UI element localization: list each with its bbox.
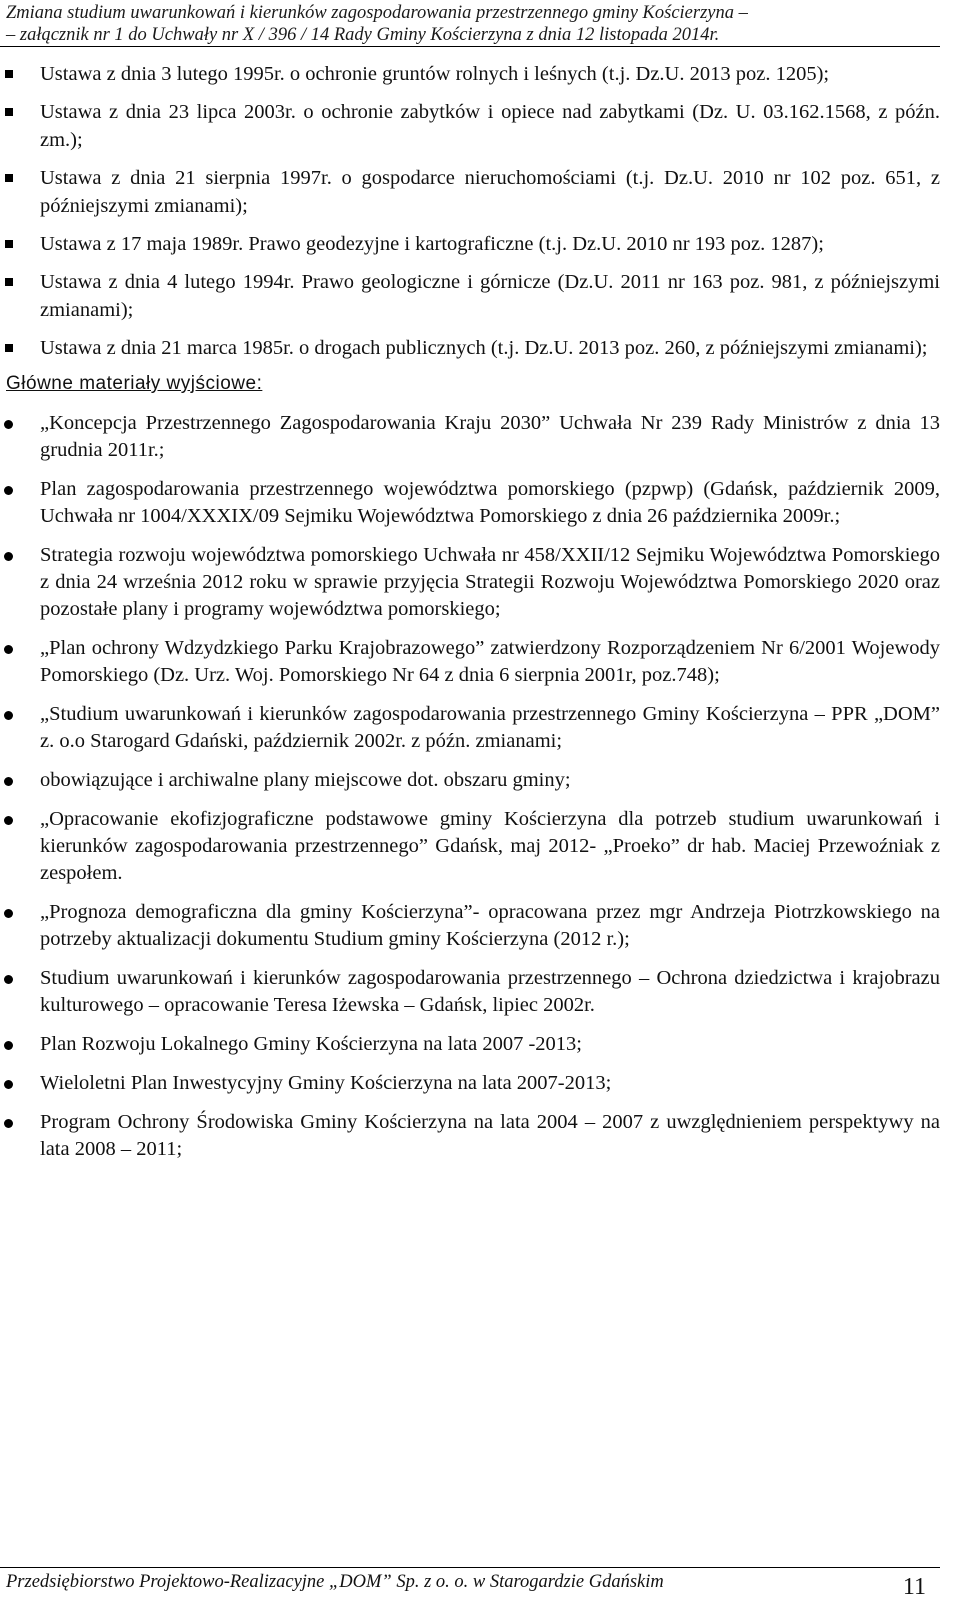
list-item xyxy=(0,60,940,88)
list-item-text: obowiązujące i archiwalne plany miejscowe dot. obszaru gminy; xyxy=(40,769,571,791)
round-bullet-icon xyxy=(4,486,13,495)
list-item-text: Wieloletni Plan Inwestycyjny Gminy Kościerzyna na lata 2007-2013; xyxy=(40,1072,612,1094)
list-item xyxy=(0,701,940,755)
list-item xyxy=(0,767,940,794)
square-bullet-icon xyxy=(5,108,13,116)
list-item-text: Ustawa z dnia 3 lutego 1995r. o ochronie gruntów rolnych i leśnych (t.j. Dz.U. 2013 poz. 1205); xyxy=(40,63,830,85)
list-item-text: „Plan ochrony Wdzydzkiego Parku Krajobrazowego” zatwierdzony Rozporządzeniem Nr 6/2001 Wojewody Pomorskiego (Dz. Urz. Woj. Pomorskiego Nr 64 z dnia 6 sierpnia 2001r, poz.748); xyxy=(40,637,940,686)
list-item xyxy=(0,899,940,953)
list-item-text: Strategia rozwoju województwa pomorskiego Uchwała nr 458/XXII/12 Sejmiku Województwa Pomorskiego z dnia 24 września 2012 roku w sprawie przyjęcia Strategii Rozwoju Województwa Pomorskiego 2020 oraz pozostałe plany i programy województwa pomorskiego; xyxy=(40,544,940,620)
round-bullet-icon xyxy=(4,1119,13,1128)
square-bullet-icon xyxy=(5,174,13,182)
document-body xyxy=(0,60,940,1175)
list-item-text: Plan zagospodarowania przestrzennego województwa pomorskiego (pzpwp) (Gdańsk, październik 2009, Uchwała nr 1004/XXXIX/09 Sejmiku Województwa Pomorskiego z dnia 26 października 2009r.; xyxy=(40,478,940,527)
list-item-text: Plan Rozwoju Lokalnego Gminy Kościerzyna na lata 2007 -2013; xyxy=(40,1033,582,1055)
square-bullet-icon xyxy=(5,344,13,352)
round-bullet-icon xyxy=(4,975,13,984)
list-item xyxy=(0,806,940,887)
header-line-1: Zmiana studium uwarunkowań i kierunków zagospodarowania przestrzennego gminy Kościerzyna – xyxy=(6,3,748,23)
page-number: 11 xyxy=(902,1574,926,1600)
list-item xyxy=(0,1109,940,1163)
list-item xyxy=(0,230,940,258)
footer-divider xyxy=(0,1567,940,1568)
list-item xyxy=(0,635,940,689)
list-item-text: Ustawa z 17 maja 1989r. Prawo geodezyjne i kartograficzne (t.j. Dz.U. 2010 nr 193 poz. 1287); xyxy=(40,233,824,255)
list-item-text: „Koncepcja Przestrzennego Zagospodarowania Kraju 2030” Uchwała Nr 239 Rady Ministrów z dnia 13 grudnia 2011r.; xyxy=(40,412,940,461)
round-bullet-icon xyxy=(4,711,13,720)
list-item xyxy=(0,410,940,464)
list-item-text: „Studium uwarunkowań i kierunków zagospodarowania przestrzennego Gminy Kościerzyna – PPR „DOM” z. o.o Starogard Gdański, październik 2002r. z późn. zmianami; xyxy=(40,703,940,752)
round-bullet-icon xyxy=(4,420,13,429)
round-bullet-icon xyxy=(4,552,13,561)
square-bullet-icon xyxy=(5,240,13,248)
laws-list xyxy=(0,60,940,362)
header-divider xyxy=(0,46,940,47)
list-item-text: „Opracowanie ekofizjograficzne podstawowe gminy Kościerzyna dla potrzeb studium uwarunkowań i kierunków zagospodarowania przestrzennego” Gdańsk, maj 2012- „Proeko” dr hab. Maciej Przewoźniak z zespołem. xyxy=(40,808,940,884)
materials-list xyxy=(0,410,940,1163)
list-item xyxy=(0,965,940,1019)
square-bullet-icon xyxy=(5,70,13,78)
list-item-text: Ustawa z dnia 21 marca 1985r. o drogach publicznych (t.j. Dz.U. 2013 poz. 260, z późniejszymi zmianami); xyxy=(40,337,928,359)
list-item xyxy=(0,1031,940,1058)
list-item-text: Studium uwarunkowań i kierunków zagospodarowania przestrzennego – Ochrona dziedzictwa i krajobrazu kulturowego – opracowanie Teresa Iżewska – Gdańsk, lipiec 2002r. xyxy=(40,967,940,1016)
list-item-text: „Prognoza demograficzna dla gminy Kościerzyna”- opracowana przez mgr Andrzeja Piotrzkowskiego na potrzeby aktualizacji dokumentu Studium gminy Kościerzyna (2012 r.); xyxy=(40,901,940,950)
round-bullet-icon xyxy=(4,909,13,918)
list-item-text: Ustawa z dnia 23 lipca 2003r. o ochronie zabytków i opiece nad zabytkami (Dz. U. 03.162.1568, z późn. zm.); xyxy=(40,101,940,151)
list-item-text: Program Ochrony Środowiska Gminy Kościerzyna na lata 2004 – 2007 z uwzględnieniem perspektywy na lata 2008 – 2011; xyxy=(40,1111,940,1160)
header-line-2: – załącznik nr 1 do Uchwały nr X / 396 / 14 Rady Gminy Kościerzyna z dnia 12 listopada 2014r. xyxy=(6,25,720,45)
list-item xyxy=(0,268,940,324)
page-header xyxy=(6,0,940,46)
round-bullet-icon xyxy=(4,816,13,825)
list-item xyxy=(0,1070,940,1097)
footer-company: Przedsiębiorstwo Projektowo-Realizacyjne „DOM” Sp. z o. o. w Starogardzie Gdańskim xyxy=(6,1572,664,1592)
list-item xyxy=(0,164,940,220)
list-item xyxy=(0,98,940,154)
round-bullet-icon xyxy=(4,645,13,654)
list-item-text: Ustawa z dnia 21 sierpnia 1997r. o gospodarce nieruchomościami (t.j. Dz.U. 2010 nr 102 poz. 651, z późniejszymi zmianami); xyxy=(40,167,940,217)
list-item xyxy=(0,334,940,362)
round-bullet-icon xyxy=(4,1041,13,1050)
round-bullet-icon xyxy=(4,1080,13,1089)
list-item xyxy=(0,542,940,623)
list-item xyxy=(0,476,940,530)
square-bullet-icon xyxy=(5,278,13,286)
round-bullet-icon xyxy=(4,777,13,786)
list-item-text: Ustawa z dnia 4 lutego 1994r. Prawo geologiczne i górnicze (Dz.U. 2011 nr 163 poz. 981, z późniejszymi zmianami); xyxy=(40,271,940,321)
materials-heading: Główne materiały wyjściowe: xyxy=(6,373,263,394)
